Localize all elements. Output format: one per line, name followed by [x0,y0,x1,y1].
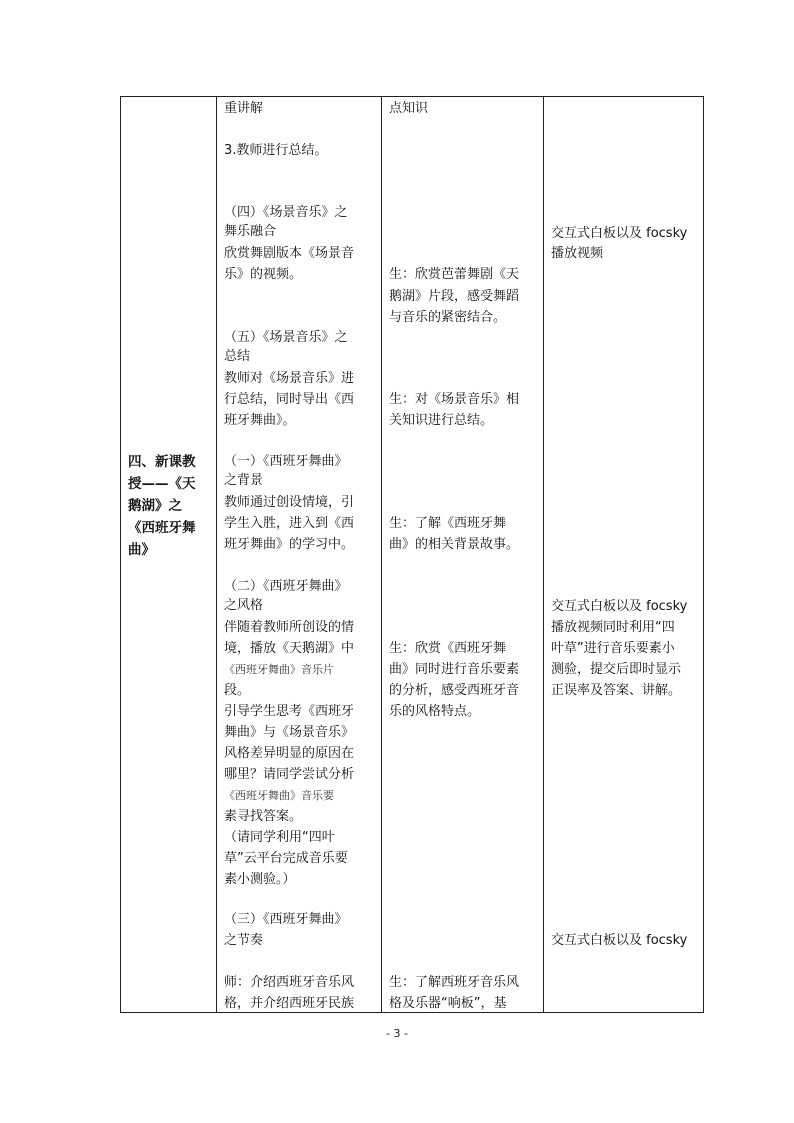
student-text-line: 鹅湖》片段，感受舞蹈 [389,289,520,304]
student-text-line: 点知识 [389,101,429,116]
teacher-text-line: 风格差异明显的原因在 [224,746,355,761]
student-text-line: 乐的风格特点。 [389,704,481,719]
teacher-text-line: （三）《西班牙舞曲》 [224,912,348,927]
teacher-text-line: 乐》的视频。 [224,267,303,282]
teacher-text-line: （五）《场景音乐》之 [224,330,348,345]
column-divider [543,96,544,1013]
teacher-activities-cell [224,0,379,1013]
section-title-line: 四、新课教 [128,454,196,470]
student-text-line: 与音乐的紧密结合。 [389,310,507,325]
teacher-text-line: 之风格 [224,598,264,613]
media-text-line: 叶草”进行音乐要素小 [551,641,675,656]
teacher-text-line: 素小测验。） [224,872,296,887]
teacher-text-line: 3.教师进行总结。 [224,143,328,158]
teacher-text-line: 之背景 [224,473,264,488]
student-text-line: 的分析，感受西班牙音 [389,683,520,698]
teacher-text-line: 学生入胜，进入到《西 [224,516,355,531]
media-text-line: 交互式白板以及 focsky [551,226,688,241]
teacher-text-line: 欣赏舞剧版本《场景音 [224,246,355,261]
student-activities-cell [389,0,541,1013]
student-text-line: 曲》同时进行音乐要素 [389,662,520,677]
section-title-line: 授——《天 [128,476,196,492]
teacher-text-line: （请同学利用“四叶 [224,830,335,845]
teacher-text-line: 重讲解 [224,101,264,116]
teacher-text-line: 之节奏 [224,933,264,948]
teacher-text-line: 舞曲》与《场景音乐》 [224,725,355,740]
media-text-line: 交互式白板以及 focsky [551,599,688,614]
student-text-line: 生：欣赏芭蕾舞剧《天 [389,267,520,282]
teacher-text-line: 班牙舞曲》的学习中。 [224,537,355,552]
student-text-line: 曲》的相关背景故事。 [389,537,520,552]
teacher-text-line: 行总结，同时导出《西 [224,392,355,407]
media-text-line: 播放视频同时利用“四 [551,620,675,635]
teacher-text-line: 《西班牙舞曲》音乐片 [224,663,334,676]
teacher-text-line: 师：介绍西班牙音乐风 [224,975,355,990]
media-text-line: 测验，提交后即时显示 [551,662,682,677]
teacher-text-line: 引导学生思考《西班牙 [224,704,355,719]
teacher-text-line: （二）《西班牙舞曲》 [224,579,348,594]
teacher-text-line: （一）《西班牙舞曲》 [224,454,348,469]
column-divider [216,96,217,1013]
column-divider [381,96,382,1013]
teacher-text-line: 舞乐融合 [224,224,277,239]
student-text-line: 格及乐器“响板”，基 [389,996,507,1011]
media-text-line: 交互式白板以及 focsky [551,933,688,948]
teacher-text-line: 伴随着教师所创设的情 [224,620,355,635]
student-text-line: 生：欣赏《西班牙舞 [389,641,507,656]
teacher-text-line: 段。 [224,683,251,698]
teacher-text-line: （四）《场景音乐》之 [224,205,348,220]
section-title-line: 曲》 [128,542,155,558]
teacher-text-line: 草”云平台完成音乐要 [224,851,348,866]
teacher-text-line: 格，并介绍西班牙民族 [224,996,355,1011]
teacher-text-line: 总结 [224,349,251,364]
teacher-text-line: 班牙舞曲》。 [224,413,296,428]
teacher-text-line: 《西班牙舞曲》音乐要 [224,789,334,802]
student-text-line: 生：了解西班牙音乐风 [389,975,520,990]
student-text-line: 生：对《场景音乐》相 [389,392,520,407]
section-title-line: 《西班牙舞 [128,520,196,536]
student-text-line: 生：了解《西班牙舞 [389,516,507,531]
student-text-line: 关知识进行总结。 [389,413,494,428]
teacher-text-line: 哪里？请同学尝试分析 [224,767,355,782]
teacher-text-line: 教师对《场景音乐》进 [224,371,355,386]
media-text-line: 正误率及答案、讲解。 [551,683,682,698]
section-title-line: 鹅湖》之 [128,498,182,514]
teacher-text-line: 教师通过创设情境，引 [224,495,355,510]
media-cell [551,0,701,1013]
page-number: - 3 - [386,1027,408,1040]
media-text-line: 播放视频 [551,246,604,261]
teacher-text-line: 境，播放《天鹅湖》中 [224,641,355,656]
teacher-text-line: 素寻找答案。 [224,809,303,824]
